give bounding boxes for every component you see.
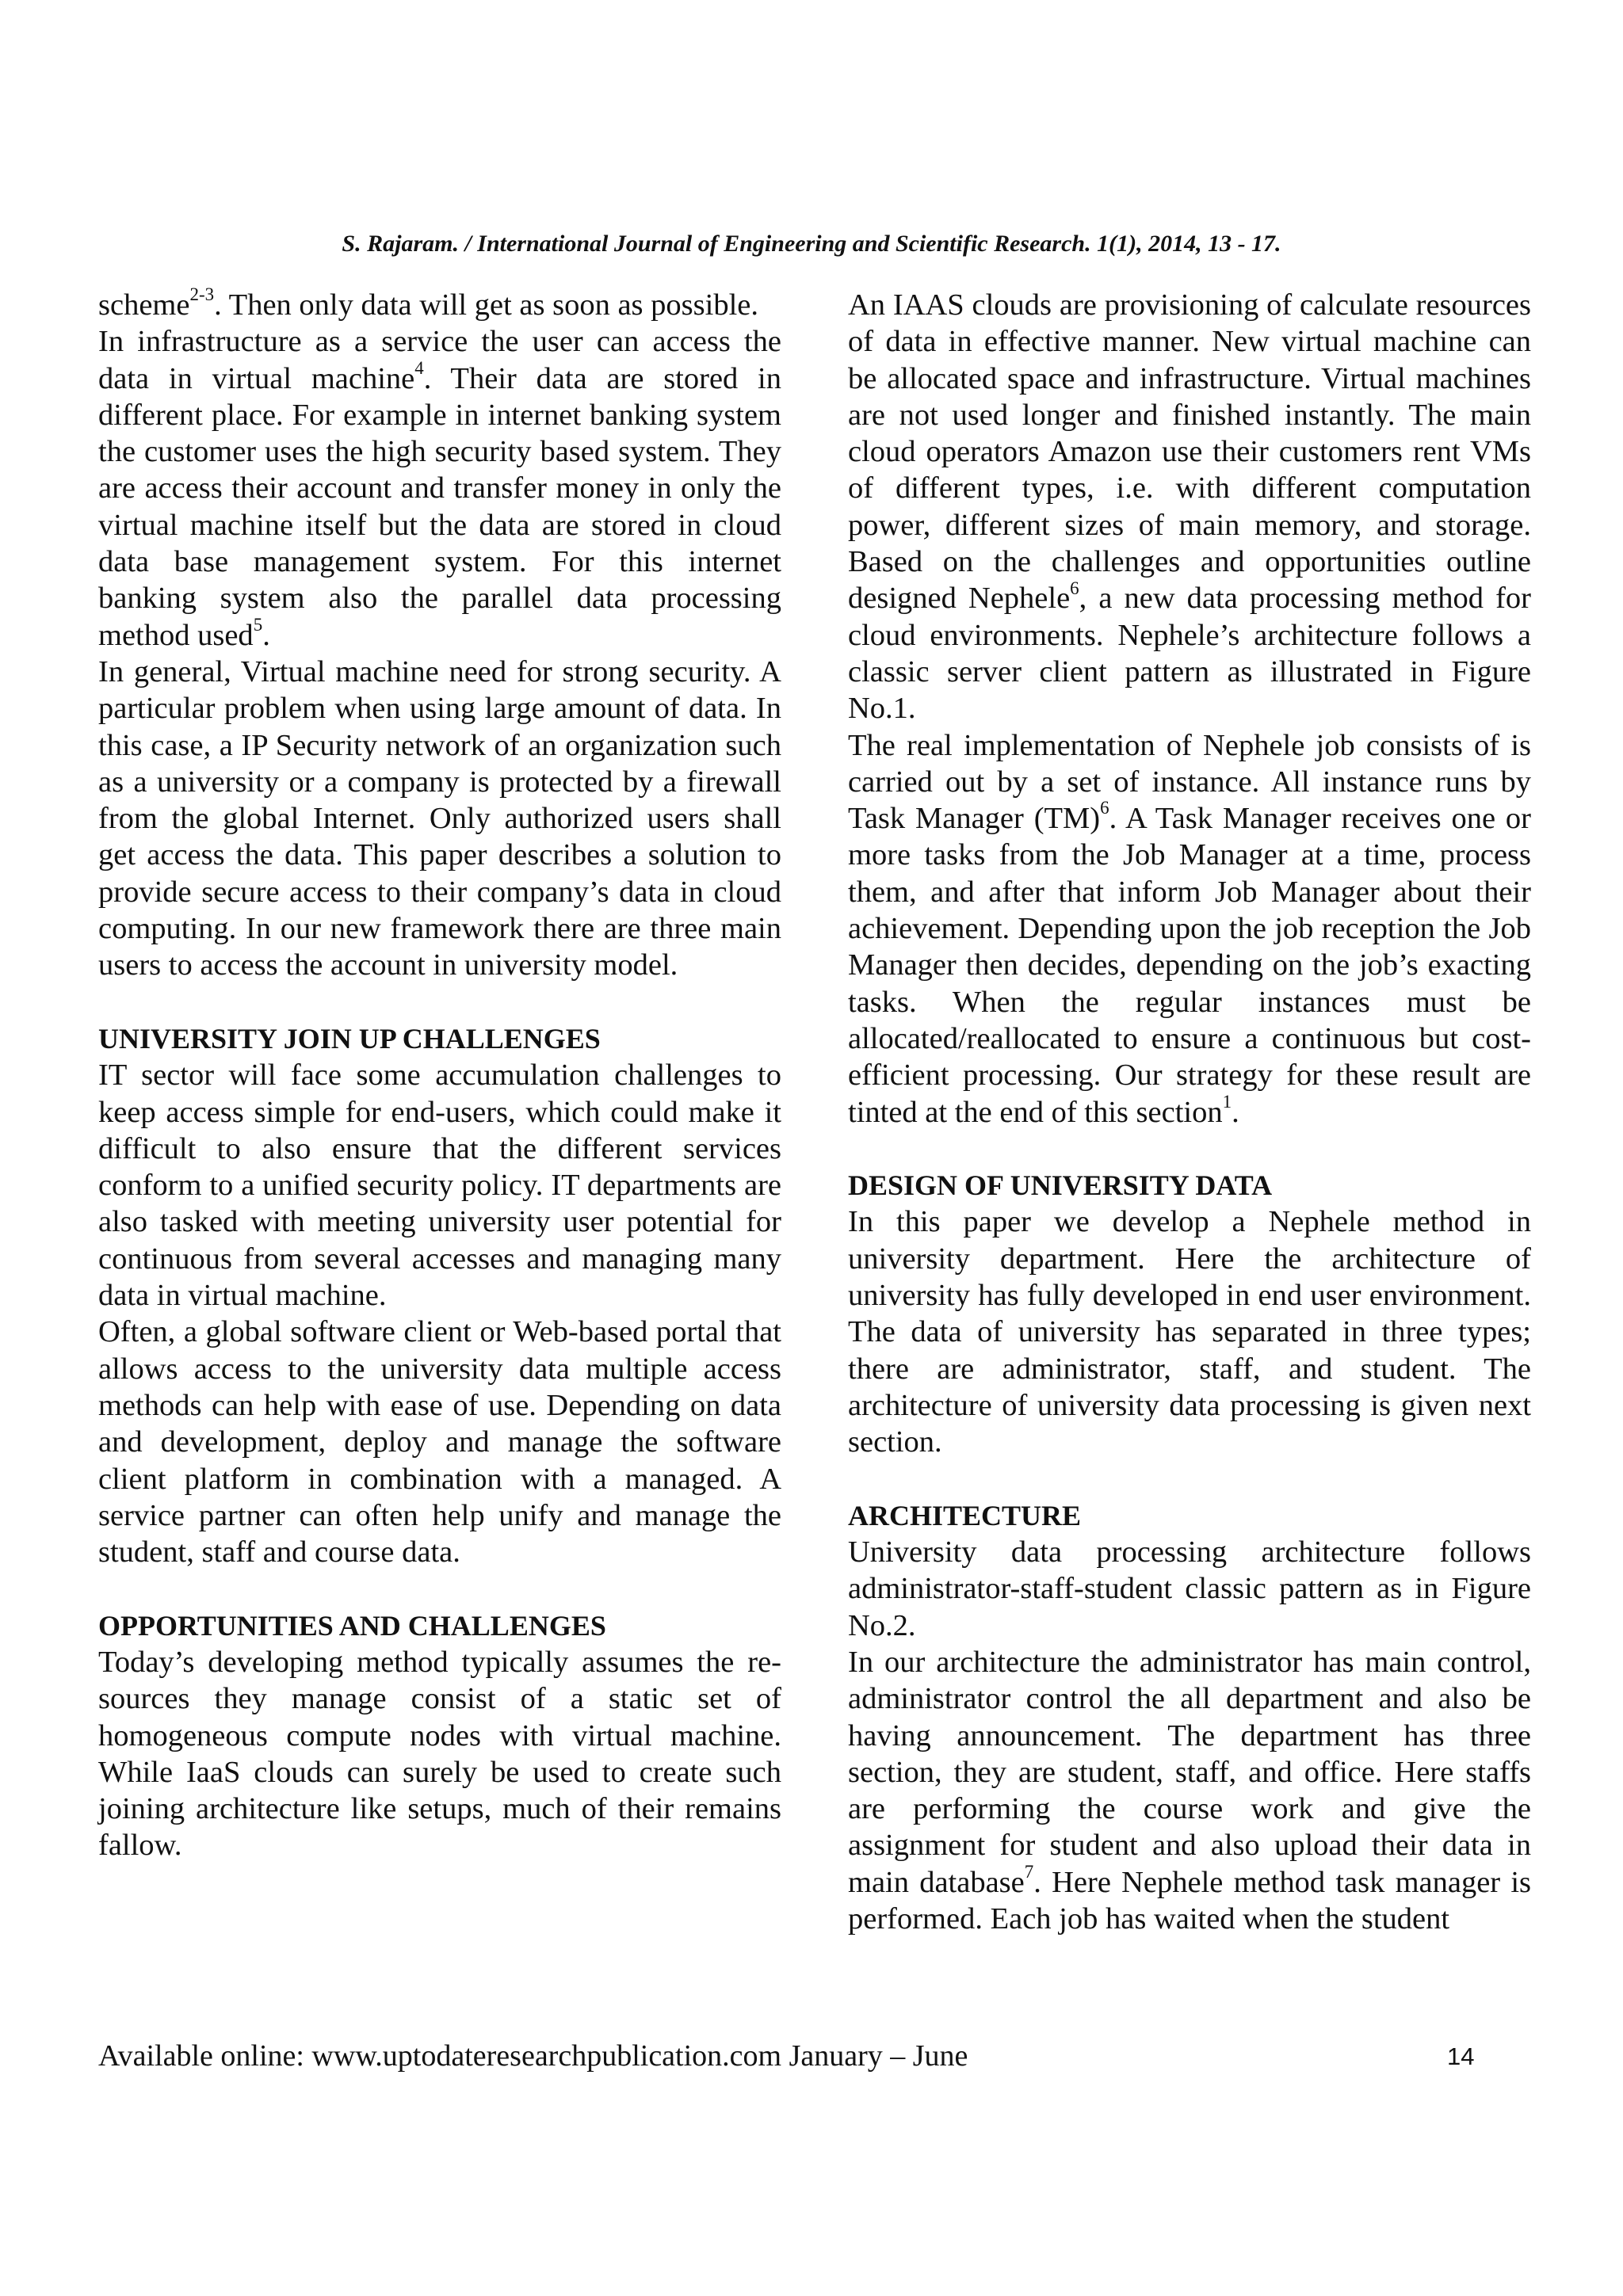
citation-superscript: 2-3: [189, 284, 215, 305]
footer-availability: Available online: www.uptodateresearchpublication.com January – June: [98, 2039, 968, 2073]
left-column: [98, 284, 781, 1864]
section-heading: ARCHITECTURE: [848, 1499, 1082, 1531]
paragraph: In our architecture the administrator has main control, administrator control the all department and also be having announcement. The department has three section, they are student, staff, and office. Here staffs are performing the course work and give the assignment for student and also upload their data in main database$^7$. Here Nephele method task manager is performed. Each job has waited when the student: [848, 1645, 1532, 1936]
citation-superscript: 7: [1024, 1861, 1034, 1882]
paragraph: In general, Virtual machine need for strong security. A particular problem when using large amount of data. In this case, a IP Security network of an organization such as a university or a company is protected by a firewall from the global Internet. Only authorized users shall get access the data. This paper describes a solution to provide secure access to their company’s data in cloud computing. In our new framework there are three main users to access the account in university model.: [98, 654, 781, 982]
citation-superscript: 1: [1222, 1091, 1232, 1112]
paragraph: In infrastructure as a service the user can access the data in virtual machine$^4$. Their data are stored in different place. For example in internet banking system the customer uses the high security based system. They are access their account and transfer money in only the virtual machine itself but the data are stored in cloud data base management system. For this internet banking system also the parallel data processing method used$^5$.: [98, 325, 781, 652]
paragraph: scheme$^{2-3}$. Then only data will get as soon as possible.: [98, 284, 758, 322]
paragraph: The real implementation of Nephele job consists of is carried out by a set of instance. All instance runs by Task Manager (TM)$^6$. A Task Manager receives one or more tasks from the Job Manager at a time, process them, and after that inform Job Manager about their achievement. Depending upon the job reception the Job Manager then decides, depending on the job’s exacting tasks. When the regular instances must be allocated/reallocated to ensure a continuous but cost-efficient processing. Our strategy for these result are tinted at the end of this section$^1$.: [848, 728, 1531, 1129]
right-column: [848, 287, 1531, 1937]
paragraph: In this paper we develop a Nephele method in university department. Here the architecture of university has fully developed in end user environment. The data of university has separated in three types; there are administrator, staff, and student. The architecture of university data processing is given next section.: [848, 1205, 1531, 1459]
paragraph: Today’s developing method typically assumes the re-sources they manage consist of a static set of homogeneous compute nodes with virtual machine. While IaaS clouds can surely be used to create such joining architecture like setups, much of their remains fallow.: [98, 1645, 781, 1863]
section-heading: DESIGN OF UNIVERSITY DATA: [848, 1169, 1273, 1202]
paragraph: IT sector will face some accumulation challenges to keep access simple for end-users, which could make it difficult to also ensure that the different services conform to a unified security policy. IT departments are also tasked with meeting university user potential for continuous from several accesses and managing many data in virtual machine.: [98, 1058, 781, 1313]
paragraph: An IAAS clouds are provisioning of calculate resources of data in effective manner. New virtual machine can be allocated space and infrastructure. Virtual machines are not used longer and finished instantly. The main cloud operators Amazon use their customers rent VMs of different types, i.e. with different computation power, different sizes of main memory, and storage. Based on the challenges and opportunities outline designed Nephele$^6$, a new data processing method for cloud environments. Nephele’s architecture follows a classic server client pattern as illustrated in Figure No.1.: [848, 288, 1531, 726]
citation-superscript: 5: [253, 614, 263, 635]
paragraph: University data processing architecture follows administrator-staff-student classic pattern as in Figure No.2.: [848, 1535, 1531, 1642]
paragraph: Often, a global software client or Web-based portal that allows access to the university data multiple access methods can help with ease of use. Depending on data and development, deploy and manage the software client platform in combination with a managed. A service partner can often help unify and manage the student, staff and course data.: [98, 1315, 781, 1569]
section-heading: UNIVERSITY JOIN UP CHALLENGES: [98, 1022, 601, 1055]
page-number: 14: [1447, 2042, 1475, 2070]
section-heading: OPPORTUNITIES AND CHALLENGES: [98, 1609, 606, 1642]
running-head: S. Rajaram. / International Journal of Engineering and Scientific Research. 1(1), 2014, 13 - 17.: [342, 231, 1281, 257]
citation-superscript: 4: [414, 357, 424, 378]
citation-superscript: 6: [1070, 578, 1079, 598]
citation-superscript: 6: [1100, 798, 1109, 818]
